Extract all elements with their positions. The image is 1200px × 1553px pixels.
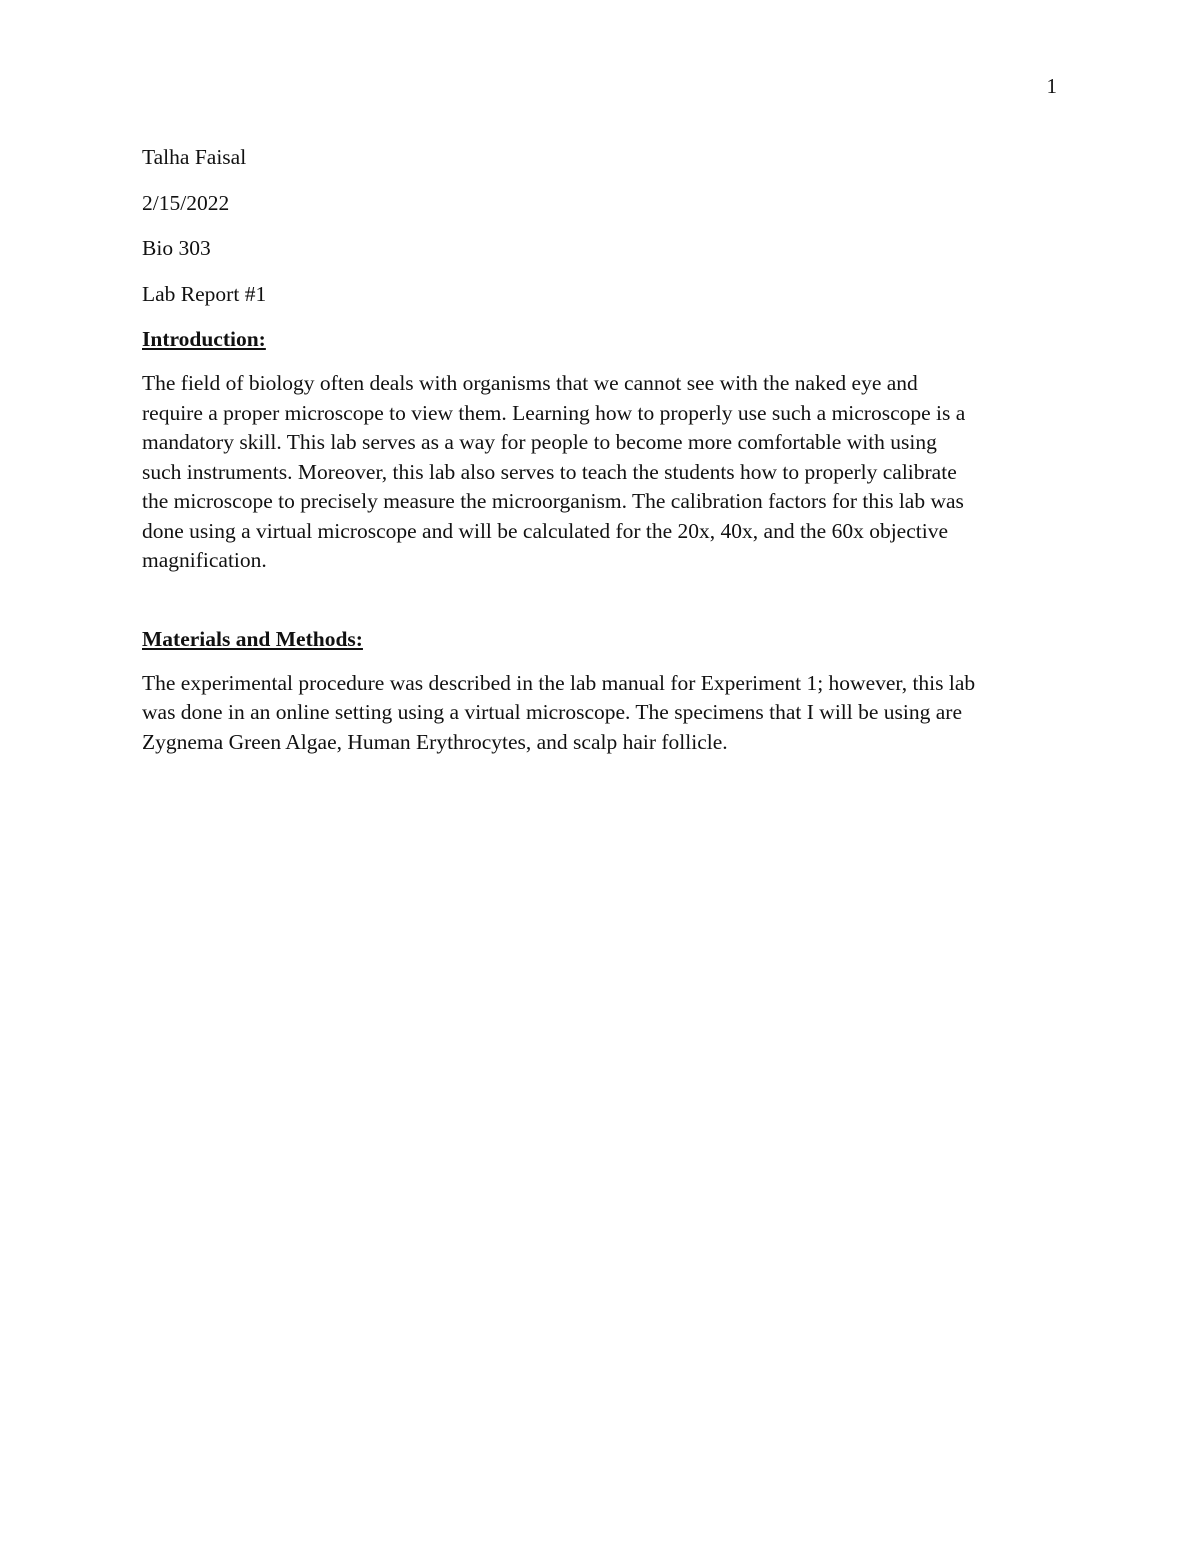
paragraph-line: require a proper microscope to view them. Learning how to properly use such a microscope is a	[142, 400, 966, 425]
author-name: Talha Faisal	[142, 145, 247, 169]
introduction-paragraph	[142, 369, 1058, 576]
page-number: 1	[1046, 74, 1057, 98]
document-body	[142, 142, 1058, 757]
materials-methods-heading: Materials and Methods:	[142, 626, 363, 651]
report-date: 2/15/2022	[142, 190, 230, 215]
paragraph-line: done using a virtual microscope and will be calculated for the 20x, 40x, and the 60x objective	[142, 518, 949, 543]
course-name: Bio 303	[142, 236, 211, 260]
introduction-heading: Introduction:	[142, 327, 266, 351]
paragraph-line: magnification.	[142, 548, 267, 572]
paragraph-line: such instruments. Moreover, this lab also serves to teach the students how to properly calibrate	[142, 459, 957, 484]
materials-methods-paragraph	[142, 669, 1058, 758]
paragraph-line: Zygnema Green Algae, Human Erythrocytes, and scalp hair follicle.	[142, 729, 728, 754]
report-title: Lab Report #1	[142, 281, 267, 306]
paragraph-line: mandatory skill. This lab serves as a way for people to become more comfortable with using	[142, 430, 937, 454]
blank-line	[142, 576, 1058, 624]
paragraph-line: the microscope to precisely measure the microorganism. The calibration factors for this lab was	[142, 489, 964, 513]
paragraph-line: was done in an online setting using a virtual microscope. The specimens that I will be using are	[142, 700, 962, 724]
paragraph-line: The field of biology often deals with organisms that we cannot see with the naked eye and	[142, 371, 918, 395]
paragraph-line: The experimental procedure was described in the lab manual for Experiment 1; however, this lab	[142, 670, 976, 695]
